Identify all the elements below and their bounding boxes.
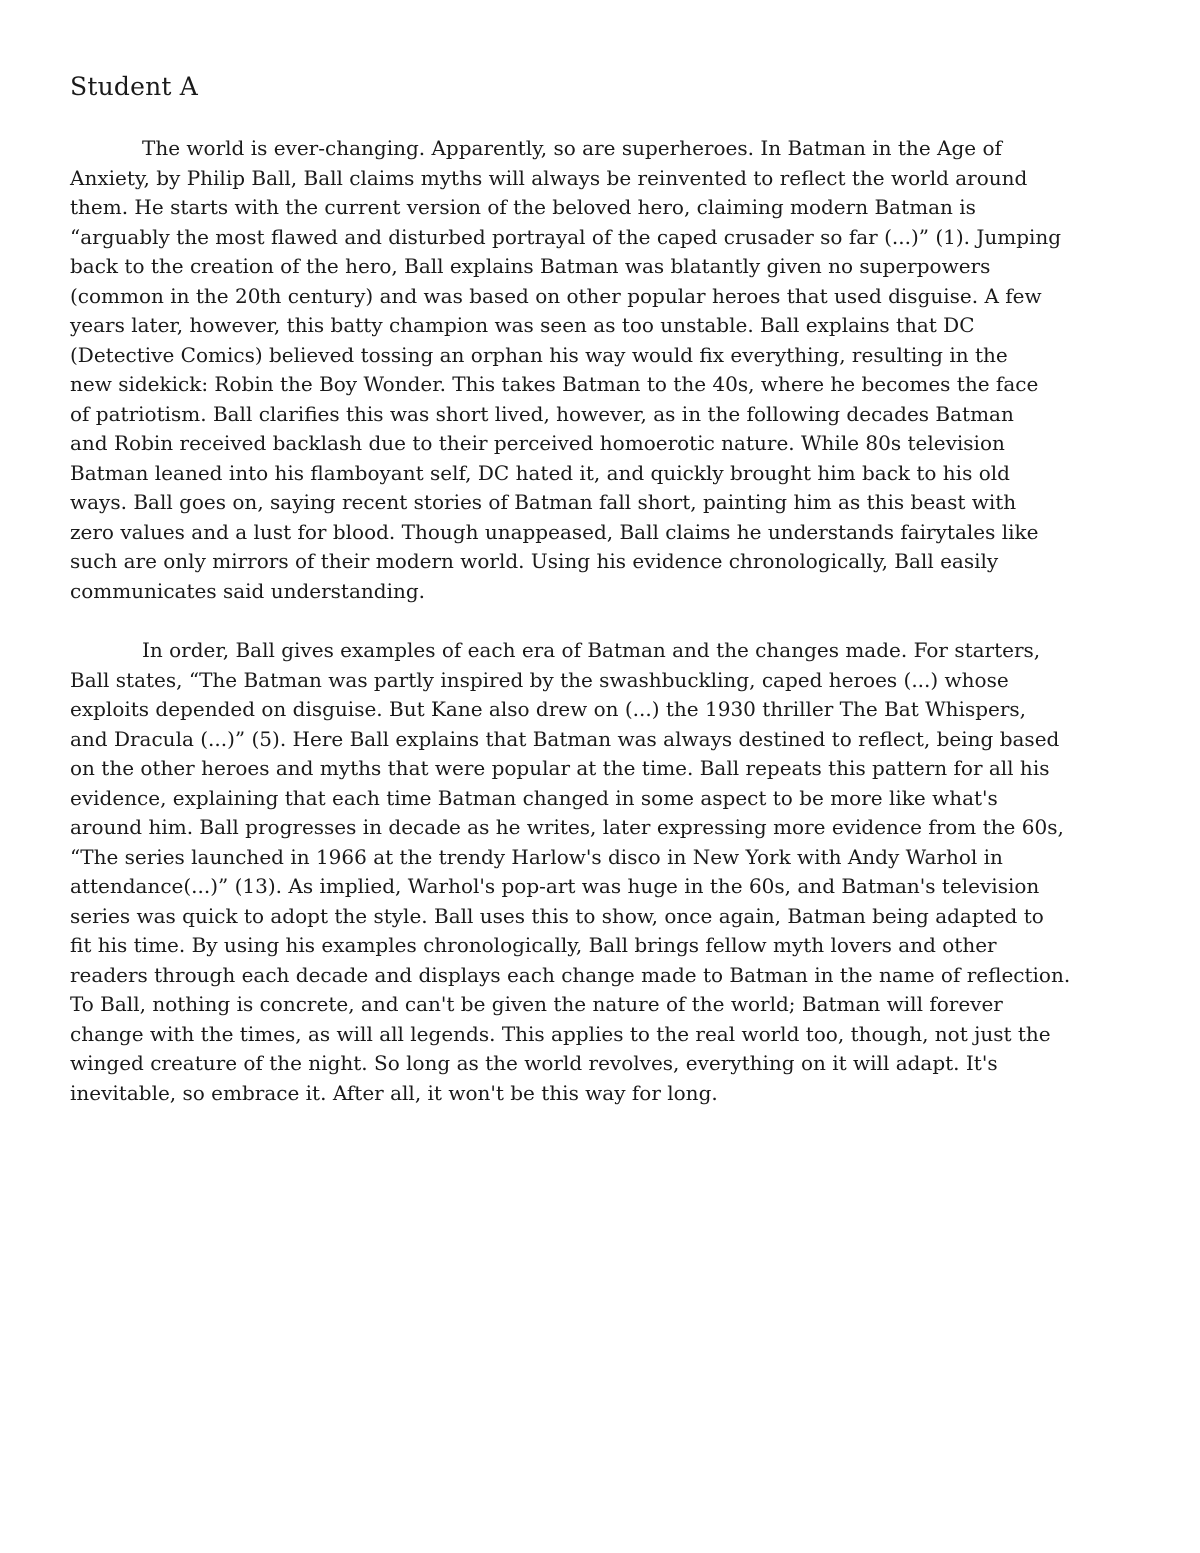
text-line: Ball states, “The Batman was partly inspired by the swashbuckling, caped heroes (...) whose (70, 667, 1009, 692)
text-line: winged creature of the night. So long as the world revolves, everything on it will adapt. It's (70, 1051, 998, 1075)
text-line: fit his time. By using his examples chronologically, Ball brings fellow myth lovers and other (70, 933, 997, 957)
text-line: on the other heroes and myths that were popular at the time. Ball repeats this pattern for all his (70, 756, 1050, 780)
text-line: change with the times, as will all legends. This applies to the real world too, though, not just the (70, 1021, 1051, 1046)
text-line: “The series launched in 1966 at the trendy Harlow's disco in New York with Andy Warhol in (70, 844, 1003, 869)
paragraph-2 (70, 636, 1130, 1108)
text-line: and Robin received backlash due to their perceived homoerotic nature. While 80s television (70, 431, 1005, 455)
text-line: communicates said understanding. (70, 578, 425, 603)
text-line: attendance(...)” (13). As implied, Warhol's pop-art was huge in the 60s, and Batman's television (70, 874, 1040, 898)
text-line: new sidekick: Robin the Boy Wonder. This takes Batman to the 40s, where he becomes the face (70, 372, 1039, 396)
text-line: evidence, explaining that each time Batman changed in some aspect to be more like what's (70, 785, 998, 810)
text-line: In order, Ball gives examples of each era of Batman and the changes made. For starters, (142, 638, 1041, 662)
text-line: ways. Ball goes on, saying recent stories of Batman fall short, painting him as this beast with (70, 490, 1017, 514)
paragraph-1 (70, 134, 1130, 606)
text-line: around him. Ball progresses in decade as he writes, later expressing more evidence from the 60s, (70, 815, 1064, 839)
text-line: inevitable, so embrace it. After all, it won't be this way for long. (70, 1080, 718, 1105)
text-line: zero values and a lust for blood. Though unappeased, Ball claims he understands fairytales like (70, 519, 1039, 544)
text-line: The world is ever-changing. Apparently, so are superheroes. In Batman in the Age of (142, 136, 1002, 160)
text-line: (common in the 20th century) and was based on other popular heroes that used disguise. A few (70, 283, 1042, 308)
text-line: Batman leaned into his flamboyant self, DC hated it, and quickly brought him back to his old (70, 460, 1010, 485)
text-line: exploits depended on disguise. But Kane also drew on (...) the 1930 thriller The Bat Whispers, (70, 697, 1027, 721)
text-line: “arguably the most flawed and disturbed portrayal of the caped crusader so far (...)” (1). Jumping (70, 224, 1062, 249)
text-line: of patriotism. Ball clarifies this was short lived, however, as in the following decades Batman (70, 401, 1014, 426)
text-line: back to the creation of the hero, Ball explains Batman was blatantly given no superpowers (70, 254, 991, 278)
text-line: such are only mirrors of their modern world. Using his evidence chronologically, Ball easily (70, 549, 999, 573)
essay-body (70, 134, 1130, 1138)
text-line: series was quick to adopt the style. Ball uses this to show, once again, Batman being adapted to (70, 903, 1044, 928)
text-line: (Detective Comics) believed tossing an orphan his way would fix everything, resulting in the (70, 342, 1008, 367)
text-line: To Ball, nothing is concrete, and can't be given the nature of the world; Batman will forever (70, 992, 1003, 1016)
document-title: Student A (70, 72, 199, 101)
text-line: Anxiety, by Philip Ball, Ball claims myths will always be reinvented to reflect the world around (70, 165, 1028, 190)
text-line: readers through each decade and displays each change made to Batman in the name of reflection. (70, 962, 1071, 987)
text-line: years later, however, this batty champion was seen as too unstable. Ball explains that DC (70, 313, 975, 337)
text-line: and Dracula (...)” (5). Here Ball explains that Batman was always destined to reflect, being based (70, 726, 1060, 751)
text-line: them. He starts with the current version of the beloved hero, claiming modern Batman is (70, 195, 976, 219)
